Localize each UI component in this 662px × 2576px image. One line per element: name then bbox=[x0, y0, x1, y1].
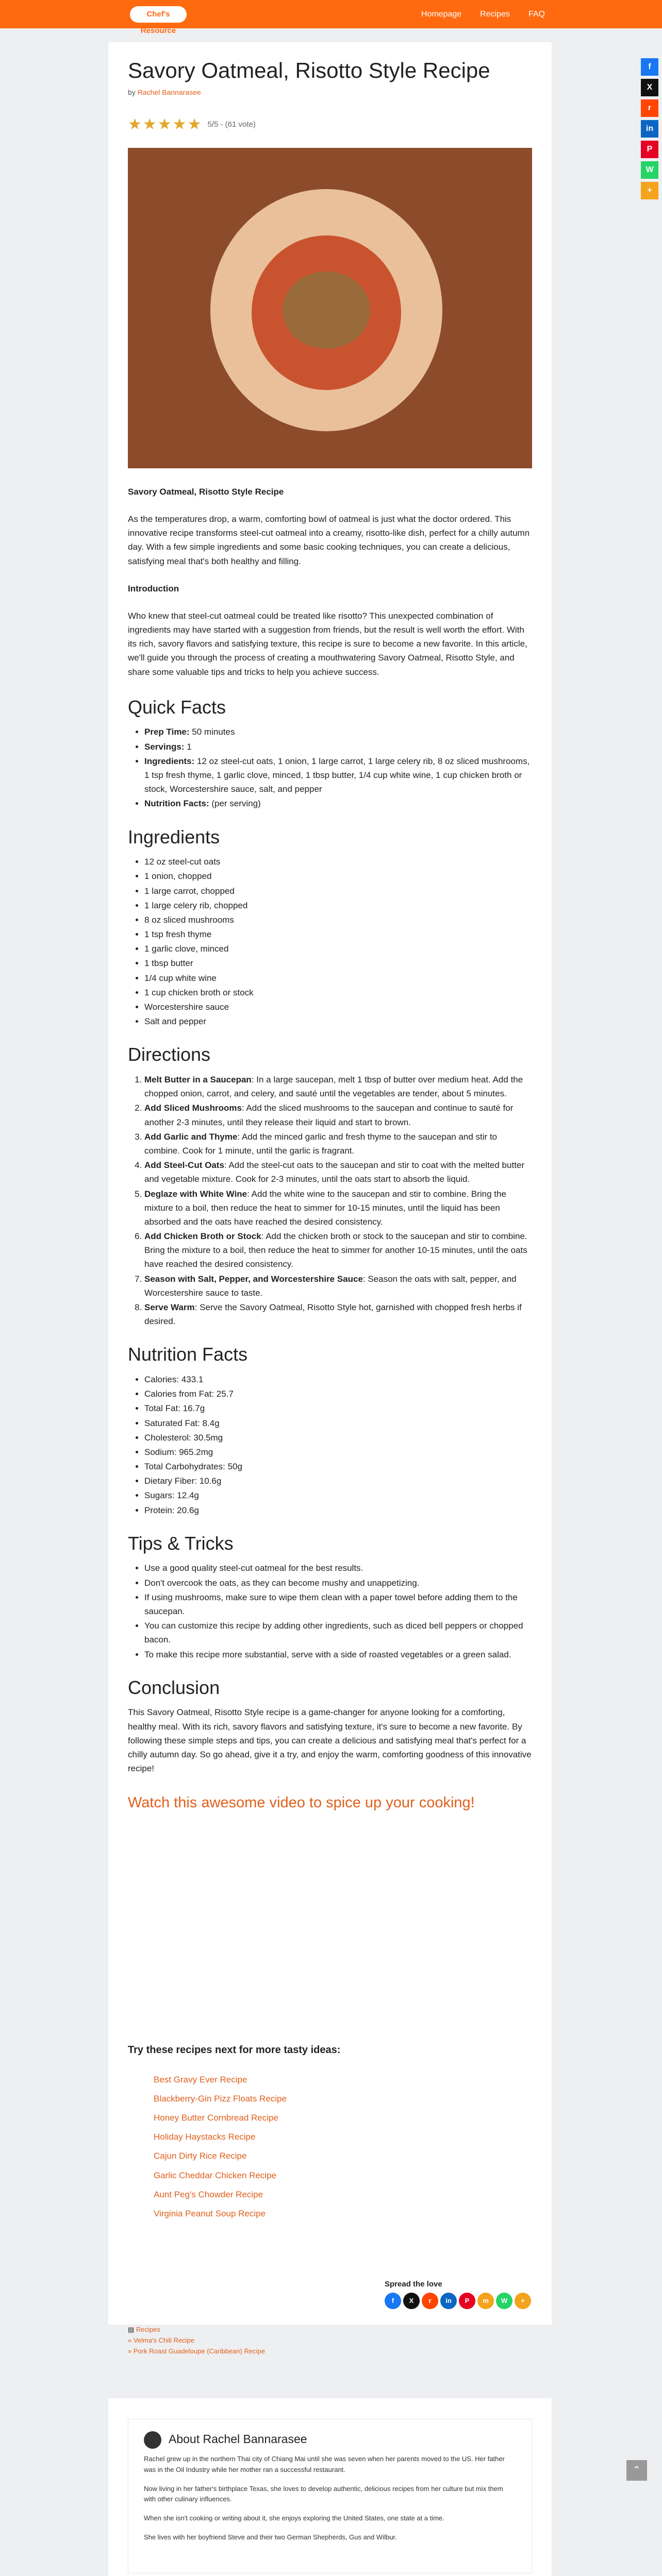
list-item: 4. Add Steel-Cut Oats: Add the steel-cut oats to the saucepan and stir to coat with the melted butter and vegetable mixture. Cook for 2-3 minutes, until the oats start to absorb the liquid. bbox=[144, 1158, 532, 1186]
mix-icon[interactable]: m bbox=[477, 2293, 494, 2309]
prev-post-link[interactable]: « Velma's Chili Recipe bbox=[128, 2336, 194, 2344]
lead-title: Savory Oatmeal, Risotto Style Recipe bbox=[128, 486, 284, 497]
intro-paragraph: As the temperatures drop, a warm, comforting bowl of oatmeal is just what the doctor ordered. This innovative recipe transforms steel-cut oatmeal into a creamy, risotto-like dish, perfect for a chilly autumn day. With a few simple ingredients and some basic cooking techniques, you can create a delicious, satisfying meal that's both healthy and filling. bbox=[128, 514, 530, 566]
list-item: • Calories from Fat: 25.7 bbox=[144, 1387, 532, 1401]
rating-text: 5/5 - (61 vote) bbox=[207, 120, 256, 129]
list-item: • If using mushrooms, make sure to wipe them clean with a paper towel before adding them to the saucepan. bbox=[144, 1590, 532, 1618]
list-item: • Use a good quality steel-cut oatmeal for the best results. bbox=[144, 1561, 532, 1575]
byline-by: by bbox=[128, 88, 136, 97]
whatsapp-icon[interactable]: W bbox=[641, 161, 658, 179]
list-item: • Worcestershire sauce bbox=[144, 1000, 532, 1014]
list-item: • 1 onion, chopped bbox=[144, 869, 532, 883]
nutrition-heading: Nutrition Facts bbox=[128, 1344, 248, 1365]
list-item: • Total Fat: 16.7g bbox=[144, 1401, 532, 1415]
intro-paragraph-2: Who knew that steel-cut oatmeal could be treated like risotto? This unexpected combination of ingredients may have started with a suggestion from friends, but the result is well worth the effort. With its rich, savory flavors and satisfying texture, this recipe is sure to become a new favorite. In this article, we'll guide you through the process of creating a mouthwatering Savory Oatmeal, Risotto Style, and share some valuable tips and tricks to help you achieve success. bbox=[128, 611, 527, 677]
intro-heading: Introduction bbox=[128, 583, 179, 594]
list-item: • To make this recipe more substantial, serve with a side of roasted vegetables or a green salad. bbox=[144, 1648, 532, 1662]
list-item: • Protein: 20.6g bbox=[144, 1503, 532, 1517]
ingredients-list bbox=[128, 855, 532, 1028]
more-recipes-list bbox=[128, 2073, 532, 2221]
list-item: 2. Add Sliced Mushrooms: Add the sliced mushrooms to the saucepan and continue to sauté for another 2-3 minutes, until they release their liquid and start to brown. bbox=[144, 1101, 532, 1129]
list-item: • 1 garlic clove, minced bbox=[144, 942, 532, 956]
post-meta: ▤ Recipes « Velma's Chili Recipe » Pork Roast Guadeloupe (Caribbean) Recipe bbox=[128, 2326, 265, 2355]
pinterest-icon[interactable]: P bbox=[641, 141, 658, 158]
author-title: About Rachel Bannarasee bbox=[144, 2430, 516, 2449]
author-link[interactable]: Rachel Bannarasee bbox=[137, 88, 201, 97]
category-link[interactable]: Recipes bbox=[136, 2326, 160, 2333]
share-rail bbox=[641, 58, 658, 202]
whatsapp-icon[interactable]: W bbox=[496, 2293, 512, 2309]
list-item: • Salt and pepper bbox=[144, 1014, 532, 1028]
next-post-link[interactable]: » Pork Roast Guadeloupe (Caribbean) Recipe bbox=[128, 2347, 265, 2355]
author-bio: Now living in her father's birthplace Texas, she loves to develop authentic, delicious recipes from her culture but mix them with other culinary influences. bbox=[144, 2484, 503, 2503]
list-item[interactable]: Garlic Cheddar Chicken Recipe bbox=[154, 2170, 277, 2180]
list-item[interactable]: Holiday Haystacks Recipe bbox=[154, 2132, 256, 2142]
quick-facts-list bbox=[128, 725, 532, 810]
reddit-icon[interactable]: r bbox=[641, 99, 658, 117]
list-item: • 8 oz sliced mushrooms bbox=[144, 913, 532, 927]
directions-heading: Directions bbox=[128, 1044, 211, 1065]
list-item[interactable]: Cajun Dirty Rice Recipe bbox=[154, 2151, 247, 2161]
list-item: • Dietary Fiber: 10.6g bbox=[144, 1474, 532, 1488]
list-item: • Prep Time: 50 minutes bbox=[144, 725, 532, 739]
more-share-icon[interactable]: + bbox=[515, 2293, 531, 2309]
list-item: • Servings: 1 bbox=[144, 740, 532, 754]
list-item: • Ingredients: 12 oz steel-cut oats, 1 onion, 1 large carrot, 1 large celery rib, 8 oz sliced mushrooms, 1 tsp fresh thyme, 1 garlic clove, minced, 1 tbsp butter, 1/4 cup white wine, 1 cup chicken broth or stock, Worcestershire sauce, salt, and pepper bbox=[144, 754, 532, 796]
avatar bbox=[144, 2431, 161, 2449]
tips-heading: Tips & Tricks bbox=[128, 1532, 234, 1554]
directions-list bbox=[128, 1073, 532, 1328]
author-bio: When she isn't cooking or writing about it, she enjoys exploring the United States, one state at a time. bbox=[144, 2514, 444, 2522]
linkedin-icon[interactable]: in bbox=[440, 2293, 457, 2309]
page-title: Savory Oatmeal, Risotto Style Recipe bbox=[128, 58, 490, 82]
list-item: 6. Add Chicken Broth or Stock: Add the chicken broth or stock to the saucepan and stir to combine. Bring the mixture to a boil, then reduce the heat to simmer for another 10-15 minutes, until the oats have reached the desired consistency. bbox=[144, 1229, 532, 1272]
list-item: • 1 cup chicken broth or stock bbox=[144, 986, 532, 999]
list-item: 8. Serve Warm: Serve the Savory Oatmeal, Risotto Style hot, garnished with chopped fresh herbs if desired. bbox=[144, 1300, 532, 1328]
list-item: • Don't overcook the oats, as they can become mushy and unappetizing. bbox=[144, 1576, 532, 1590]
rating bbox=[128, 117, 532, 132]
x-icon[interactable]: X bbox=[641, 79, 658, 96]
site-logo[interactable]: Chef's Resource bbox=[130, 6, 187, 23]
hero-image bbox=[128, 148, 532, 468]
scroll-top-icon[interactable]: ⌃ bbox=[626, 2460, 647, 2481]
ingredients-heading: Ingredients bbox=[128, 826, 220, 848]
list-item: • Total Carbohydrates: 50g bbox=[144, 1460, 532, 1473]
top-bar bbox=[0, 0, 662, 35]
list-item: • 1 tsp fresh thyme bbox=[144, 927, 532, 941]
author-bio: Rachel grew up in the northern Thai city of Chiang Mai until she was seven when her parents moved to the US. Her father was in the Oil Industry while her mother ran a successful restaurant. bbox=[144, 2454, 505, 2473]
more-share-icon[interactable]: + bbox=[641, 182, 658, 199]
list-item[interactable]: Best Gravy Ever Recipe bbox=[154, 2074, 247, 2084]
list-item[interactable]: Aunt Peg's Chowder Recipe bbox=[154, 2189, 263, 2199]
conclusion-paragraph: This Savory Oatmeal, Risotto Style recipe is a game-changer for anyone looking for a comforting, healthy meal. With its rich, savory flavors and satisfying texture, it's sure to become a new favorite. By following these simple steps and tips, you can create a delicious and satisfying meal that's perfect for a chilly autumn day. So go ahead, give it a try, and enjoy the warm, comforting goodness of this innovative recipe! bbox=[128, 1707, 532, 1774]
list-item: • Sodium: 965.2mg bbox=[144, 1445, 532, 1459]
x-icon[interactable]: X bbox=[403, 2293, 420, 2309]
spread-label: Spread the love bbox=[385, 2280, 442, 2289]
facebook-icon[interactable]: f bbox=[385, 2293, 401, 2309]
author-comment-card bbox=[108, 2398, 552, 2576]
nav-recipes[interactable]: Recipes bbox=[480, 9, 510, 19]
video-heading: Watch this awesome video to spice up your cooking! bbox=[128, 1794, 475, 1811]
list-item: • Sugars: 12.4g bbox=[144, 1488, 532, 1502]
list-item: • 1 large celery rib, chopped bbox=[144, 899, 532, 912]
list-item[interactable]: Virginia Peanut Soup Recipe bbox=[154, 2208, 266, 2218]
star-rating-icon[interactable]: ★★★★★ bbox=[128, 115, 203, 133]
list-item: • 1 tbsp butter bbox=[144, 956, 532, 970]
oatmeal-shape bbox=[283, 272, 370, 349]
list-item: • Nutrition Facts: (per serving) bbox=[144, 796, 532, 810]
facebook-icon[interactable]: f bbox=[641, 58, 658, 76]
list-item: 7. Season with Salt, Pepper, and Worcestershire Sauce: Season the oats with salt, pepper, and Worcestershire sauce to taste. bbox=[144, 1272, 532, 1300]
main-nav bbox=[421, 0, 545, 28]
nutrition-list bbox=[128, 1372, 532, 1517]
more-recipes-heading: Try these recipes next for more tasty ideas: bbox=[128, 2044, 341, 2056]
author-bio: She lives with her boyfriend Steve and their two German Shepherds, Gus and Wilbur. bbox=[144, 2533, 397, 2541]
list-item: • 12 oz steel-cut oats bbox=[144, 855, 532, 869]
list-item: • 1/4 cup white wine bbox=[144, 971, 532, 985]
linkedin-icon[interactable]: in bbox=[641, 120, 658, 138]
nav-homepage[interactable]: Homepage bbox=[421, 9, 462, 19]
pinterest-icon[interactable]: P bbox=[459, 2293, 475, 2309]
spread-the-love bbox=[385, 2278, 531, 2309]
list-item: • You can customize this recipe by adding other ingredients, such as diced bell peppers or chopped bacon. bbox=[144, 1619, 532, 1647]
list-item: • 1 large carrot, chopped bbox=[144, 884, 532, 898]
list-item: • Calories: 433.1 bbox=[144, 1372, 532, 1386]
list-item: • Saturated Fat: 8.4g bbox=[144, 1416, 532, 1430]
nav-faq[interactable]: FAQ bbox=[528, 9, 545, 19]
list-item: • Cholesterol: 30.5mg bbox=[144, 1431, 532, 1445]
reddit-icon[interactable]: r bbox=[422, 2293, 438, 2309]
list-item[interactable]: Blackberry-Gin Pizz Floats Recipe bbox=[154, 2093, 287, 2104]
list-item: 3. Add Garlic and Thyme: Add the minced garlic and fresh thyme to the saucepan and stir to combine. Cook for 1 minute, until the garlic is fragrant. bbox=[144, 1130, 532, 1158]
list-item[interactable]: Honey Butter Cornbread Recipe bbox=[154, 2113, 278, 2123]
article-card bbox=[108, 42, 552, 2355]
quick-facts-heading: Quick Facts bbox=[128, 696, 226, 718]
tips-list bbox=[128, 1561, 532, 1661]
list-item: 5. Deglaze with White Wine: Add the white wine to the saucepan and stir to combine. Bring the mixture to a boil, then reduce the heat to simmer for 10-15 minutes, until the liquid has been absorbed and the oats have reached the desired consistency. bbox=[144, 1187, 532, 1229]
byline bbox=[128, 87, 532, 98]
list-item: 1. Melt Butter in a Saucepan: In a large saucepan, melt 1 tbsp of butter over medium heat. Add the chopped onion, carrot, and celery, and sauté until the vegetables are tender, about 5 minutes. bbox=[144, 1073, 532, 1100]
conclusion-heading: Conclusion bbox=[128, 1676, 220, 1698]
author-box bbox=[128, 2419, 532, 2573]
